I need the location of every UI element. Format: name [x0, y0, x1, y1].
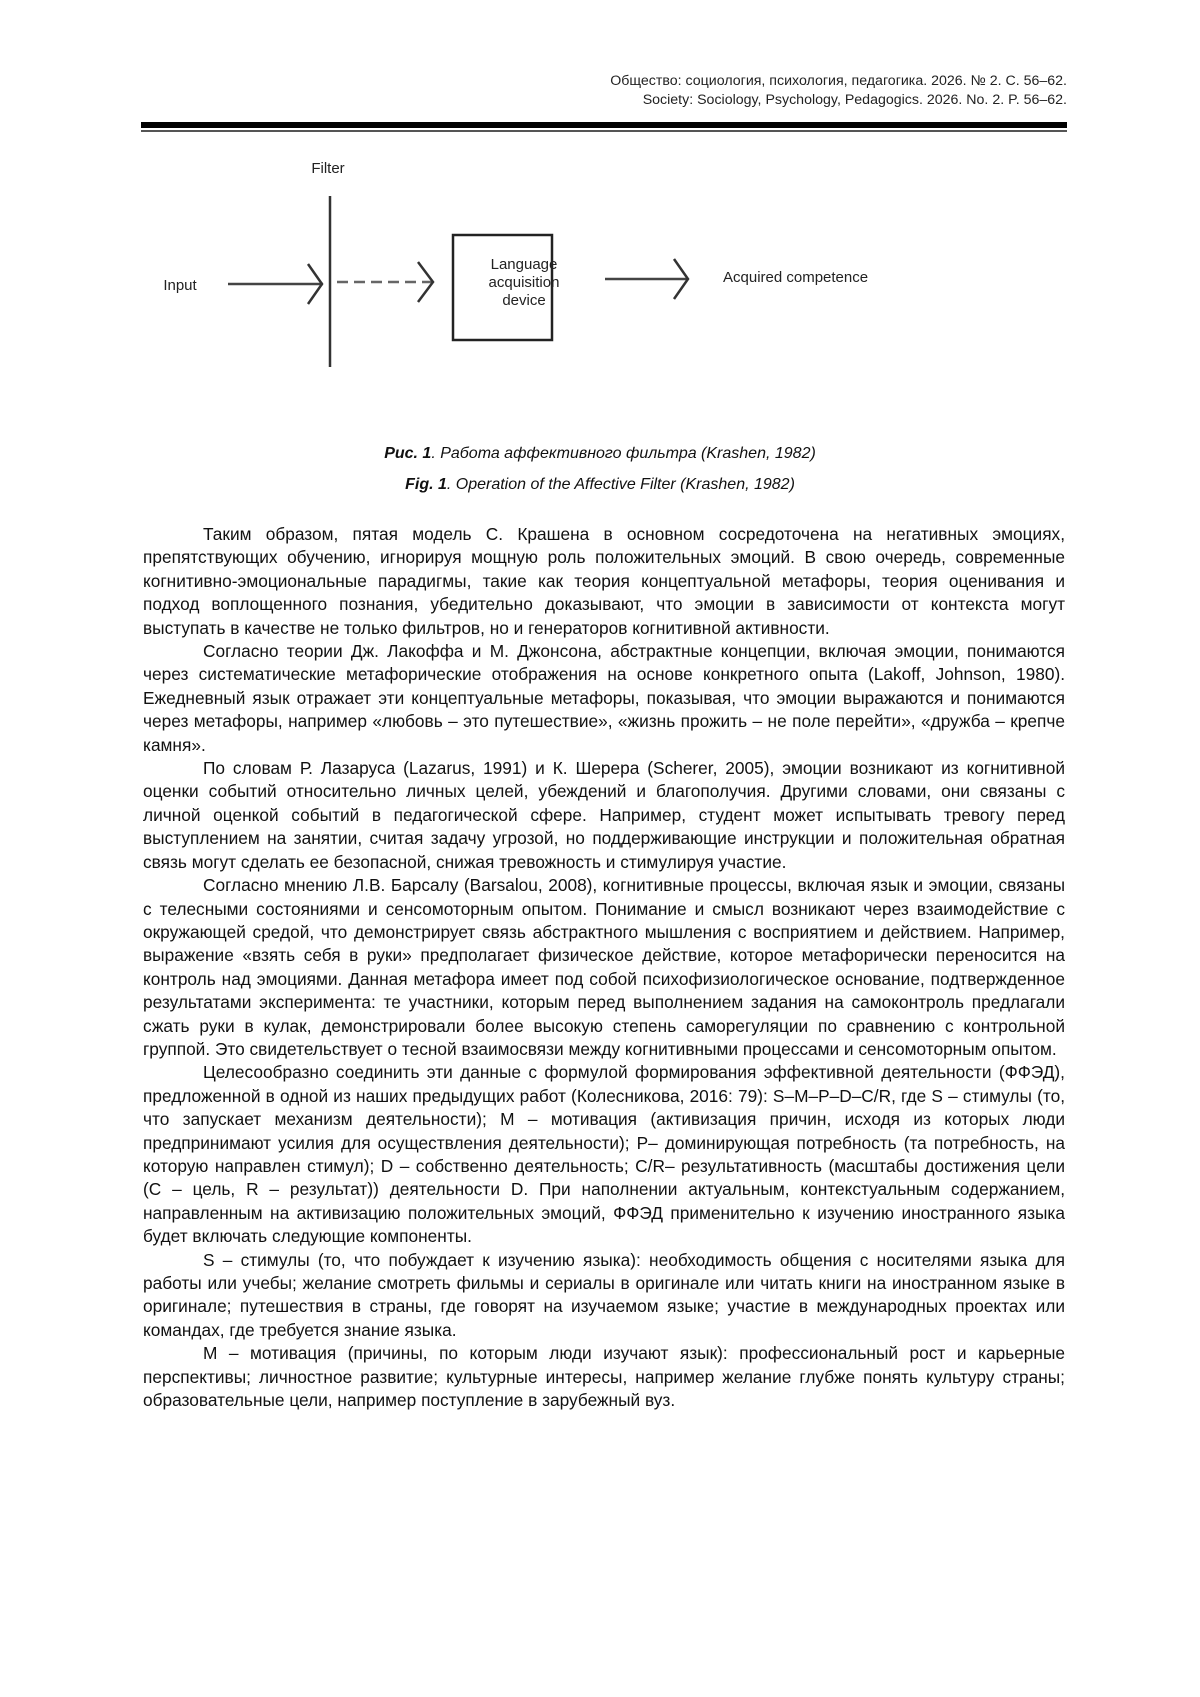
paragraph: Таким образом, пятая модель С. Крашена в основном сосредоточена на негативных эмоциях, препятствующих обучению, игнорируя мощную роль положительных эмоций. В свою очередь, современные когнитивно-эмоциональные парадигмы, такие как теория концептуальной метафоры, теория оценивания и подход воплощенного познания, убедительно доказывают, что эмоции в зависимости от контекста могут выступать в качестве не только фильтров, но и генераторов когнитивной активности. — [143, 524, 1065, 638]
caption-ru-text: . Работа аффективного фильтра (Krashen, 1982) — [431, 445, 816, 462]
paragraph: Целесообразно соединить эти данные с формулой формирования эффективной деятельности (ФФЭД), предложенной в одной из наших предыдущих работ (Колесникова, 2016: 79): S–M–P–D–C/R, где S – стимулы (то, что запускает механизм деятельности); M – мотивация (активизация причин, исходя из которых люди предпринимают усилия для осуществления деятельности); P– доминирующая потребность (та потребность, на которую направлен стимул); D – собственно деятельность; C/R– результативность (масштабы достижения цели (C – цель, R – результат)) деятельности D. При наполнении актуальным, контекстуальным содержанием, направленным на активизацию положительных эмоций, ФФЭД применительно к изучению иностранного языка будет включать следующие компоненты. — [143, 1062, 1065, 1247]
paragraph: Согласно теории Дж. Лакоффа и М. Джонсона, абстрактные концепции, включая эмоции, понимаются через систематические метафорические отображения на основе конкретного опыта (Lakoff, Johnson, 1980). Ежедневный язык отражает эти концептуальные метафоры, показывая, что эмоции выражаются и понимаются через метафоры, например «любовь – это путешествие», «жизнь прожить – не поле перейти», «дружба – крепче камня». — [143, 641, 1065, 755]
filter-label: Filter — [311, 160, 345, 177]
paragraph: M – мотивация (причины, по которым люди изучают язык): профессиональный рост и карьерные перспективы; личностное развитие; культурные интересы, например желание глубже понять культуру страны; образовательные цели, например поступление в зарубежный вуз. — [143, 1343, 1065, 1411]
lad-label-line-1: Language — [490, 256, 558, 273]
lad-label-line-3: device — [502, 292, 546, 309]
body-text — [143, 523, 1065, 1412]
caption-en-prefix: Fig. 1 — [405, 476, 447, 493]
lad-label-line-2: acquisition — [488, 274, 560, 291]
paragraph: S – стимулы (то, что побуждает к изучению языка): необходимость общения с носителями языка для работы или учебы; желание смотреть фильмы и сериалы в оригинале или читать книги на иностранном языке в оригинале; путешествия в страны, где говорят на изучаемом языке; участие в международных проектах или командах, где требуется знание языка. — [143, 1249, 1065, 1340]
caption-ru-prefix: Рис. 1 — [384, 445, 432, 462]
figure-caption-en — [0, 476, 1200, 494]
caption-en-text: . Operation of the Affective Filter (Krashen, 1982) — [446, 476, 795, 493]
paragraph: Согласно мнению Л.В. Барсалу (Barsalou, 2008), когнитивные процессы, включая язык и эмоции, связаны с телесными состояниями и сенсомоторным опытом. Понимание и смысл возникают через взаимодействие с окружающей средой, что демонстрирует связь абстрактного мышления с восприятием и действием. Например, выражение «взять себя в руки» предполагает физическое действие, которое метафорически переносится на контроль над эмоциями. Данная метафора имеет под собой психофизиологическое основание, подтвержденное результатами эксперимента: те участники, которым перед выполнением задания на самоконтроль предлагали сжать руки в кулак, демонстрировали более высокую степень саморегуляции по сравнению с контрольной группой. Это свидетельствует о тесной взаимосвязи между когнитивными процессами и сенсомоторным опытом. — [143, 875, 1065, 1059]
running-head — [610, 72, 1067, 110]
header-rule-thin — [141, 130, 1067, 132]
running-head-ru: Общество: социология, психология, педагогика. 2026. № 2. С. 56–62. — [610, 73, 1067, 89]
output-label: Acquired competence — [723, 269, 869, 286]
input-label: Input — [163, 277, 197, 294]
running-head-en: Society: Sociology, Psychology, Pedagogics. 2026. No. 2. P. 56–62. — [642, 92, 1067, 108]
figure-caption-ru — [0, 445, 1200, 463]
paragraph: По словам Р. Лазаруса (Lazarus, 1991) и К. Шерера (Scherer, 2005), эмоции возникают из когнитивной оценки событий относительно личных целей, убеждений и благополучия. Другими словами, они связаны с личной оценкой событий в педагогической сфере. Например, студент может испытывать тревогу перед выступлением на занятии, считая задачу угрозой, но поддерживающие инструкции и положительная обратная связь могут сделать ее безопасной, снижая тревожность и стимулируя участие. — [143, 758, 1065, 872]
header-rule-thick — [141, 122, 1067, 128]
affective-filter-diagram — [140, 160, 960, 420]
